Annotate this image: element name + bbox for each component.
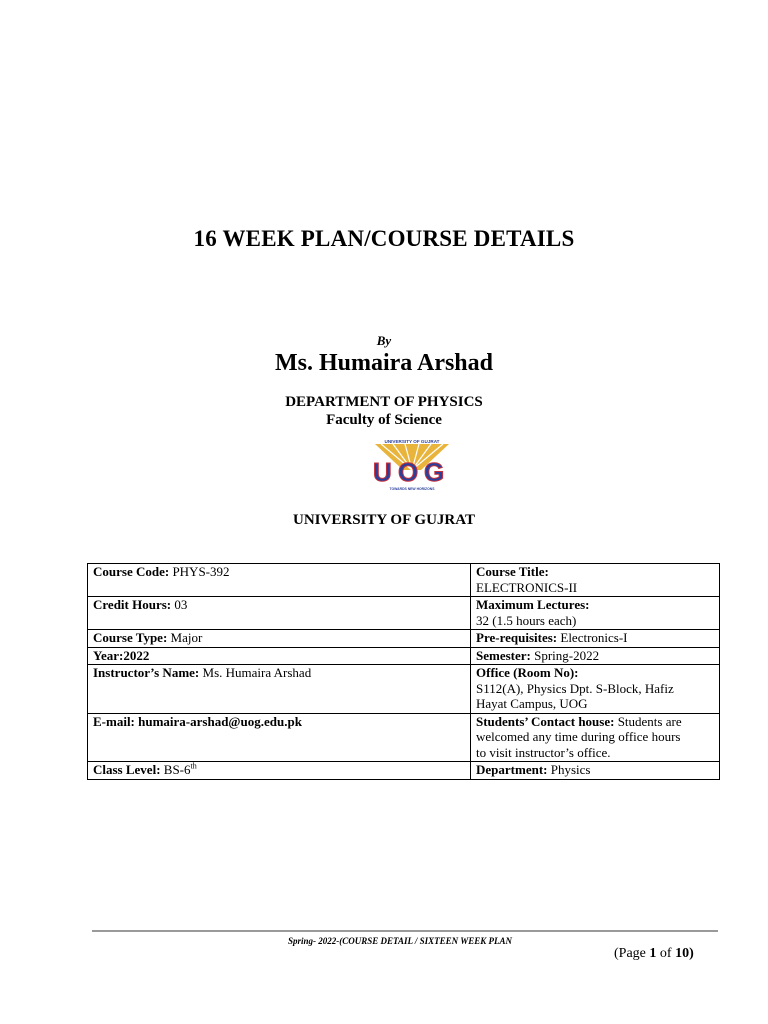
course-title-value: ELECTRONICS-II bbox=[476, 579, 578, 595]
logo-tagline: TOWARDS NEW HORIZONS bbox=[389, 487, 435, 491]
table-row bbox=[88, 713, 720, 762]
table-row bbox=[88, 762, 720, 780]
logo-letters bbox=[373, 457, 444, 487]
contact-hours-cell bbox=[471, 713, 720, 762]
table-row bbox=[88, 630, 720, 648]
contact-label: Students’ Contact house: bbox=[476, 713, 615, 729]
svg-text:O: O bbox=[398, 457, 419, 487]
semester-cell bbox=[471, 647, 720, 665]
max-lectures-cell bbox=[471, 597, 720, 630]
document-title: 16 WEEK PLAN/COURSE DETAILS bbox=[193, 226, 575, 251]
department-value: Physics bbox=[547, 762, 591, 777]
department-label: Department: bbox=[476, 762, 548, 777]
instructor-value: Ms. Humaira Arshad bbox=[199, 665, 312, 680]
class-level-suffix: th bbox=[190, 761, 197, 771]
university-logo bbox=[369, 436, 455, 494]
department-cell bbox=[471, 762, 720, 780]
course-title-cell bbox=[471, 564, 720, 597]
prerequisites-cell bbox=[471, 630, 720, 648]
course-code-value: PHYS-392 bbox=[169, 564, 230, 579]
office-label: Office (Room No): bbox=[476, 665, 579, 680]
semester-label: Semester: bbox=[476, 647, 531, 663]
page-open: (Page bbox=[614, 946, 650, 961]
instructor-cell bbox=[88, 665, 471, 714]
svg-text:G: G bbox=[424, 457, 445, 487]
faculty-heading: Faculty of Science bbox=[326, 412, 442, 428]
office-cell bbox=[471, 665, 720, 714]
svg-text:U: U bbox=[373, 457, 392, 487]
year-cell: Year:2022 bbox=[88, 647, 471, 665]
course-code-label: Course Code: bbox=[93, 564, 170, 579]
credit-hours-label: Credit Hours: bbox=[93, 597, 172, 612]
contact-line-2: welcomed any time during office hours bbox=[476, 729, 681, 744]
page-of: of bbox=[656, 946, 676, 961]
course-type-label: Course Type: bbox=[93, 630, 168, 645]
office-line-1: S112(A), Physics Dpt. S-Block, Hafiz bbox=[476, 680, 674, 696]
course-type-cell bbox=[88, 630, 471, 648]
contact-line-1: Students are bbox=[614, 713, 682, 729]
office-line-2: Hayat Campus, UOG bbox=[476, 696, 588, 711]
semester-value: Spring-2022 bbox=[530, 647, 600, 663]
prerequisites-value: Electronics-I bbox=[557, 630, 628, 645]
table-row bbox=[88, 665, 720, 714]
max-lectures-value: 32 (1.5 hours each) bbox=[476, 612, 577, 628]
university-name: UNIVERSITY OF GUJRAT bbox=[293, 512, 475, 528]
instructor-label: Instructor’s Name: bbox=[93, 665, 200, 680]
by-label: By bbox=[376, 333, 392, 348]
page-current: 1 bbox=[649, 946, 657, 961]
table-row bbox=[88, 647, 720, 665]
class-level-value: BS-6 bbox=[160, 762, 191, 777]
logo-top-text: UNIVERSITY OF GUJRAT bbox=[384, 439, 440, 444]
author-name: Ms. Humaira Arshad bbox=[274, 350, 493, 376]
footer-divider bbox=[92, 930, 718, 932]
table-row bbox=[88, 597, 720, 630]
table-row bbox=[88, 564, 720, 597]
contact-line-3: to visit instructor’s office. bbox=[476, 744, 611, 760]
email-cell: E-mail: humaira-arshad@uog.edu.pk bbox=[88, 713, 471, 762]
page-number bbox=[614, 946, 694, 962]
class-level-label: Class Level: bbox=[93, 762, 161, 777]
page-total: 10) bbox=[675, 946, 694, 961]
class-level-cell bbox=[88, 762, 471, 780]
credit-hours-cell bbox=[88, 597, 471, 630]
course-title-label: Course Title: bbox=[476, 564, 549, 579]
max-lectures-label: Maximum Lectures: bbox=[476, 597, 590, 612]
course-code-cell bbox=[88, 564, 471, 597]
course-info-table bbox=[87, 563, 720, 780]
prerequisites-label: Pre-requisites: bbox=[476, 630, 558, 645]
footer-text: Spring- 2022-(COURSE DETAIL / SIXTEEN WEEK PLAN bbox=[287, 936, 513, 946]
department-heading: DEPARTMENT OF PHYSICS bbox=[285, 394, 483, 410]
credit-hours-value: 03 bbox=[171, 597, 188, 612]
course-type-value: Major bbox=[167, 630, 203, 645]
